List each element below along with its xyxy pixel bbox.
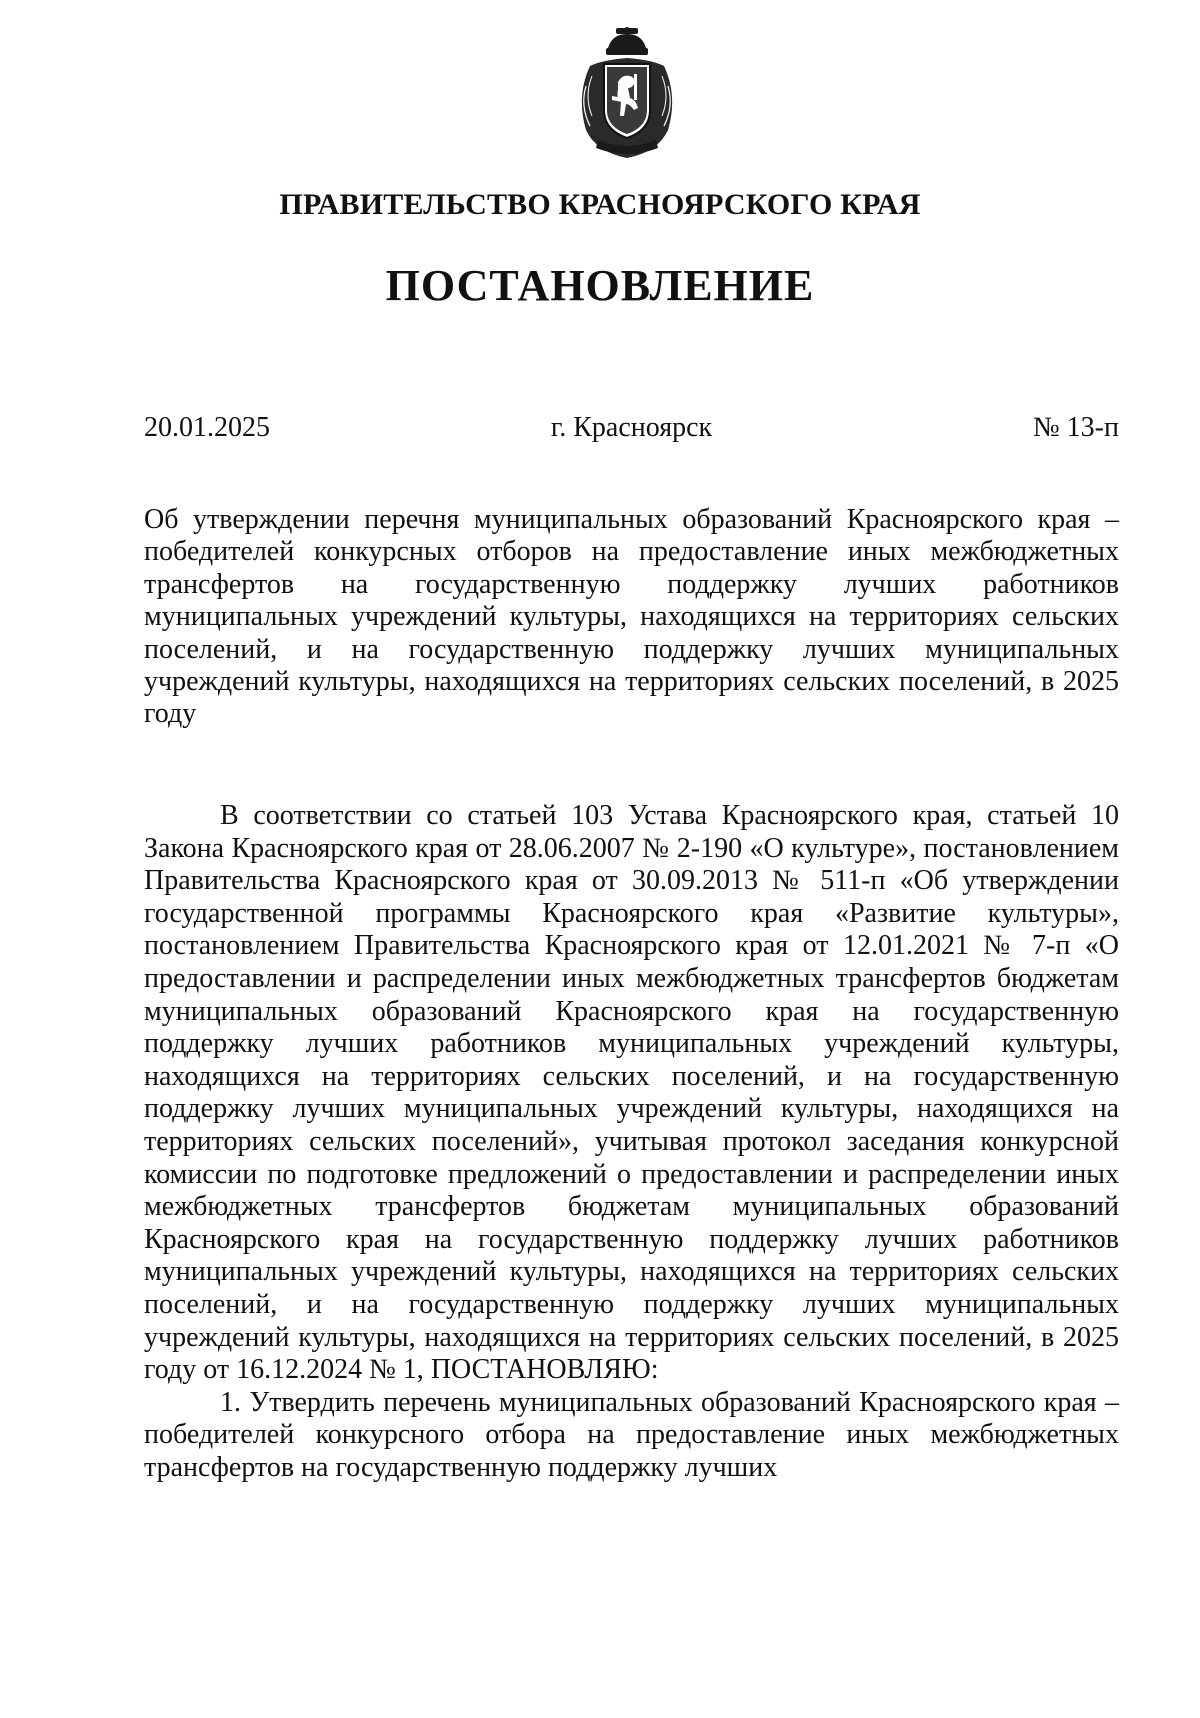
document-subject: Об утверждении перечня муниципальных образований Красноярского края – победителей конкурсных отборов на предоставление иных межбюджетных трансфертов на государственную поддержку лучших работников муниципальных учреждений культуры, находящихся на территориях сельских поселений, и на государственную поддержку лучших муниципальных учреждений культуры, находящихся на территориях сельских поселений, в 2025 году [144,504,1119,730]
document-number: № 13-п [1032,412,1119,443]
document-type-title: ПОСТАНОВЛЕНИЕ [385,261,815,310]
document-city: г. Красноярск [550,412,713,443]
government-title: ПРАВИТЕЛЬСТВО КРАСНОЯРСКОГО КРАЯ [279,188,921,221]
item-1-paragraph: 1. Утвердить перечень муниципальных образований Красноярского края – победителей конкурсного отбора на предоставление иных межбюджетных трансфертов на государственную поддержку лучших [144,1386,1119,1483]
decree-word: ПОСТАНОВЛЯЮ: [430,1354,659,1386]
document-date: 20.01.2025 [144,412,270,443]
coat-of-arms-icon [572,26,682,162]
preamble-paragraph [144,800,1119,1387]
document-body [144,800,1119,1484]
preamble-text: В соответствии со статьей 103 Устава Красноярского края, статьей 10 Закона Красноярского края от 28.06.2007 № 2-190 «О культуре», постановлением Правительства Красноярского края от 30.09.2013 № 511-п «Об утверждении государственной программы Красноярского края «Развитие культуры», постановлением Правительства Красноярского края от 12.01.2021 № 7-п «О предоставлении и распределении иных межбюджетных трансфертов бюджетам муниципальных образований Красноярского края на государственную поддержку лучших работников муниципальных учреждений культуры, находящихся на территориях сельских поселений, и на государственную поддержку лучших муниципальных учреждений культуры, находящихся на территориях сельских поселений», учитывая протокол заседания конкурсной комиссии по подготовке предложений о предоставлении и распределении иных межбюджетных трансфертов бюджетам муниципальных образований Красноярского края на государственную поддержку лучших работников муниципальных учреждений культуры, находящихся на территориях сельских поселений, и на государственную поддержку лучших муниципальных учреждений культуры, находящихся на территориях сельских поселений, в 2025 году от 16.12.2024 № 1, [144,800,1119,1386]
